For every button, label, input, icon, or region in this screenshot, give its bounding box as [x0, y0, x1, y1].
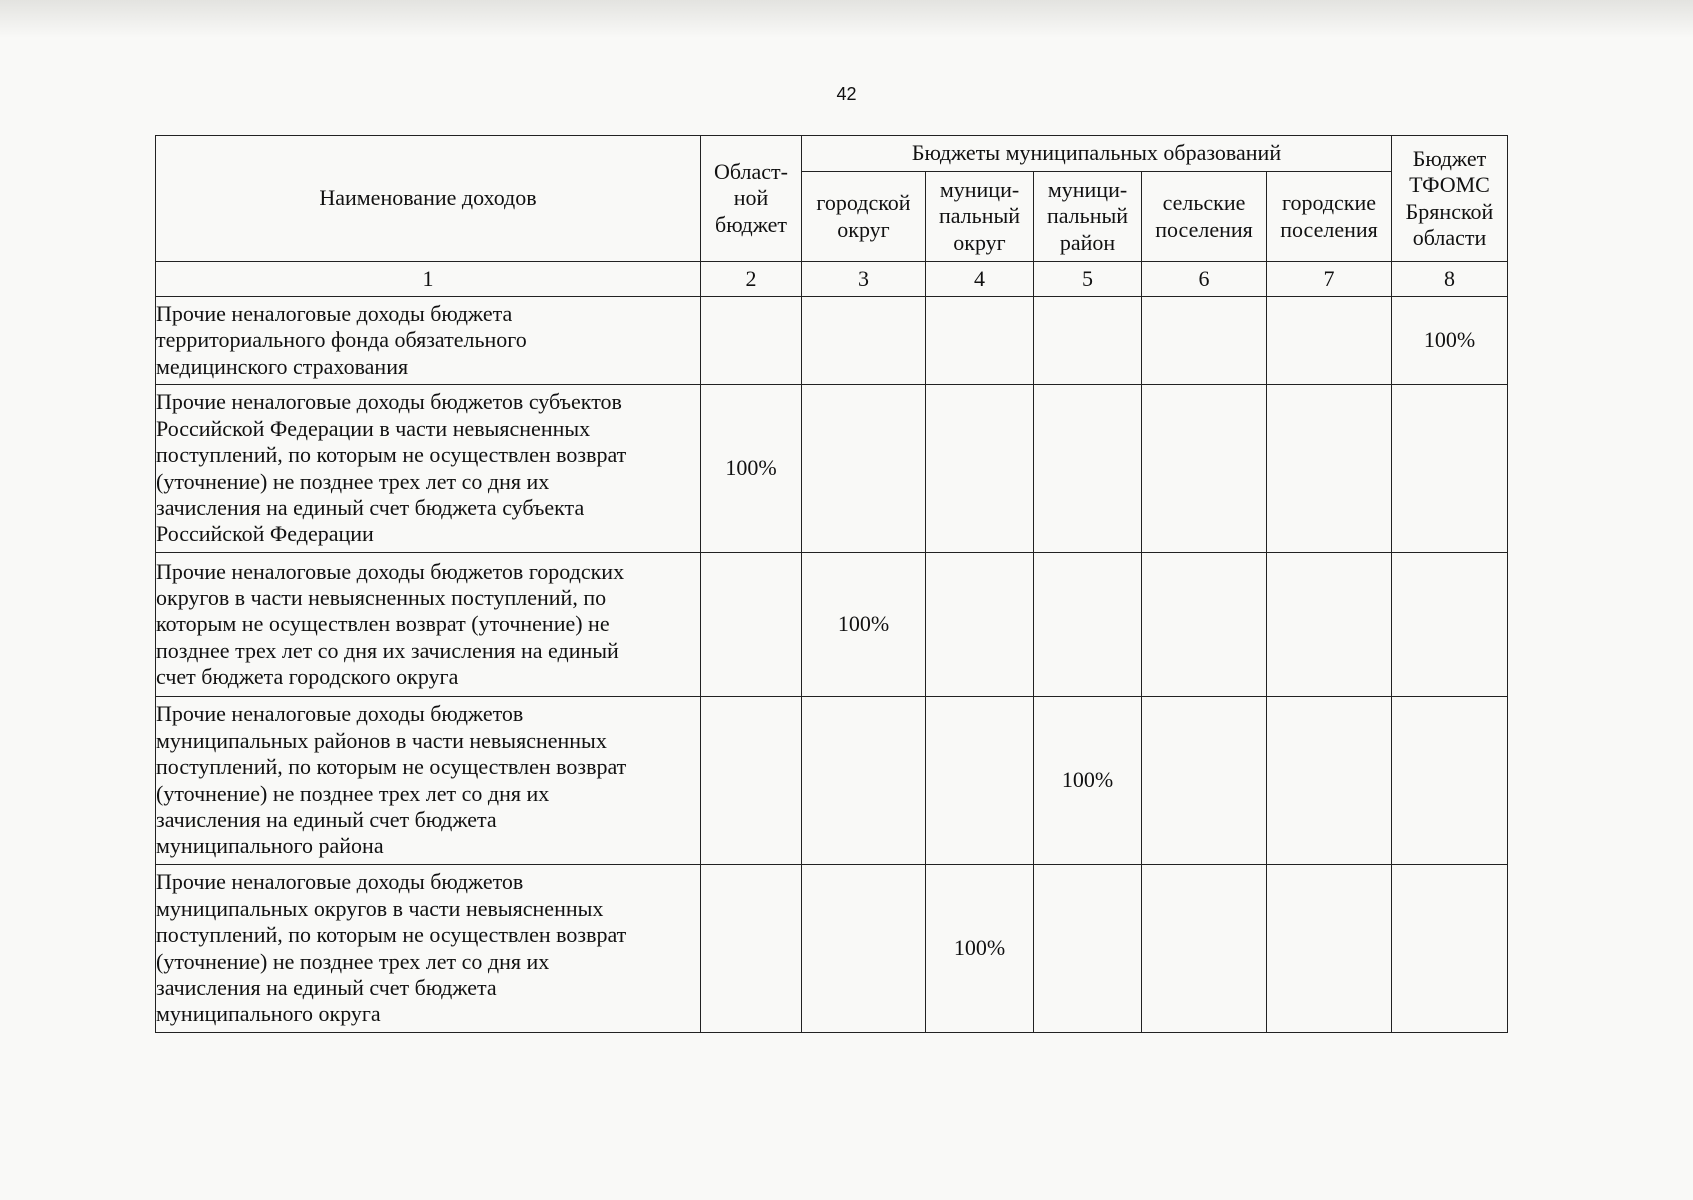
- share-cell: 100%: [926, 865, 1034, 1033]
- share-cell: [1392, 697, 1508, 865]
- share-cell: [926, 697, 1034, 865]
- share-cell: 100%: [802, 553, 926, 697]
- page-number: 42: [836, 84, 857, 104]
- income-name-cell: Прочие неналоговые доходы бюджета территориального фонда обязательного медицинского страхования: [156, 297, 701, 385]
- header-municipal-area: муници- пальный район: [1034, 172, 1142, 262]
- column-number: 2: [701, 262, 802, 297]
- share-cell: [1267, 553, 1392, 697]
- column-number: 4: [926, 262, 1034, 297]
- share-cell: 100%: [1392, 297, 1508, 385]
- share-cell: [1034, 385, 1142, 553]
- share-cell: [1392, 865, 1508, 1033]
- share-cell: [701, 297, 802, 385]
- share-cell: [1142, 297, 1267, 385]
- column-number: 5: [1034, 262, 1142, 297]
- income-distribution-table: [155, 135, 1508, 1033]
- share-cell: [1034, 553, 1142, 697]
- income-name-cell: Прочие неналоговые доходы бюджетов муниципальных округов в части невыясненных поступлений, по которым не осуществлен возврат (уточнение) не позднее трех лет со дня их зачисления на единый счет бюджета муниципального округа: [156, 865, 701, 1033]
- share-cell: [1142, 865, 1267, 1033]
- share-cell: [701, 865, 802, 1033]
- scan-edge-shading: [0, 0, 1693, 38]
- share-cell: [1267, 385, 1392, 553]
- share-cell: [701, 697, 802, 865]
- column-number: 8: [1392, 262, 1508, 297]
- column-number: 6: [1142, 262, 1267, 297]
- share-cell: [1034, 297, 1142, 385]
- header-municipal-budgets: Бюджеты муниципальных образований: [802, 136, 1392, 172]
- share-cell: [1034, 865, 1142, 1033]
- share-cell: [1392, 553, 1508, 697]
- header-tfoms-budget: Бюджет ТФОМС Брянской области: [1392, 136, 1508, 262]
- share-cell: [1142, 697, 1267, 865]
- table-row: [156, 865, 1508, 1033]
- share-cell: [802, 697, 926, 865]
- share-cell: 100%: [701, 385, 802, 553]
- share-cell: [1267, 297, 1392, 385]
- share-cell: [926, 297, 1034, 385]
- header-city-district: городской округ: [802, 172, 926, 262]
- income-name-cell: Прочие неналоговые доходы бюджетов субъектов Российской Федерации в части невыясненных поступлений, по которым не осуществлен возврат (уточнение) не позднее трех лет со дня их зачисления на единый счет бюджета субъекта Российской Федерации: [156, 385, 701, 553]
- column-number: 7: [1267, 262, 1392, 297]
- share-cell: [701, 553, 802, 697]
- column-number: 1: [156, 262, 701, 297]
- header-income-name: Наименование доходов: [156, 136, 701, 262]
- share-cell: [802, 865, 926, 1033]
- header-rural-settlements: сельские поселения: [1142, 172, 1267, 262]
- share-cell: [926, 553, 1034, 697]
- share-cell: [802, 385, 926, 553]
- column-number-row: [156, 262, 1508, 297]
- share-cell: [1142, 553, 1267, 697]
- table-row: [156, 385, 1508, 553]
- column-number: 3: [802, 262, 926, 297]
- table-row: [156, 553, 1508, 697]
- income-name-cell: Прочие неналоговые доходы бюджетов городских округов в части невыясненных поступлений, по которым не осуществлен возврат (уточнение) не позднее трех лет со дня их зачисления на единый счет бюджета городского округа: [156, 553, 701, 697]
- share-cell: [802, 297, 926, 385]
- income-name-cell: Прочие неналоговые доходы бюджетов муниципальных районов в части невыясненных поступлений, по которым не осуществлен возврат (уточнение) не позднее трех лет со дня их зачисления на единый счет бюджета муниципального района: [156, 697, 701, 865]
- share-cell: [1267, 865, 1392, 1033]
- header-municipal-district: муници- пальный округ: [926, 172, 1034, 262]
- table-row: [156, 297, 1508, 385]
- share-cell: [926, 385, 1034, 553]
- share-cell: 100%: [1034, 697, 1142, 865]
- share-cell: [1142, 385, 1267, 553]
- share-cell: [1267, 697, 1392, 865]
- table-row: [156, 697, 1508, 865]
- share-cell: [1392, 385, 1508, 553]
- header-regional-budget: Област- ной бюджет: [701, 136, 802, 262]
- header-urban-settlements: городские поселения: [1267, 172, 1392, 262]
